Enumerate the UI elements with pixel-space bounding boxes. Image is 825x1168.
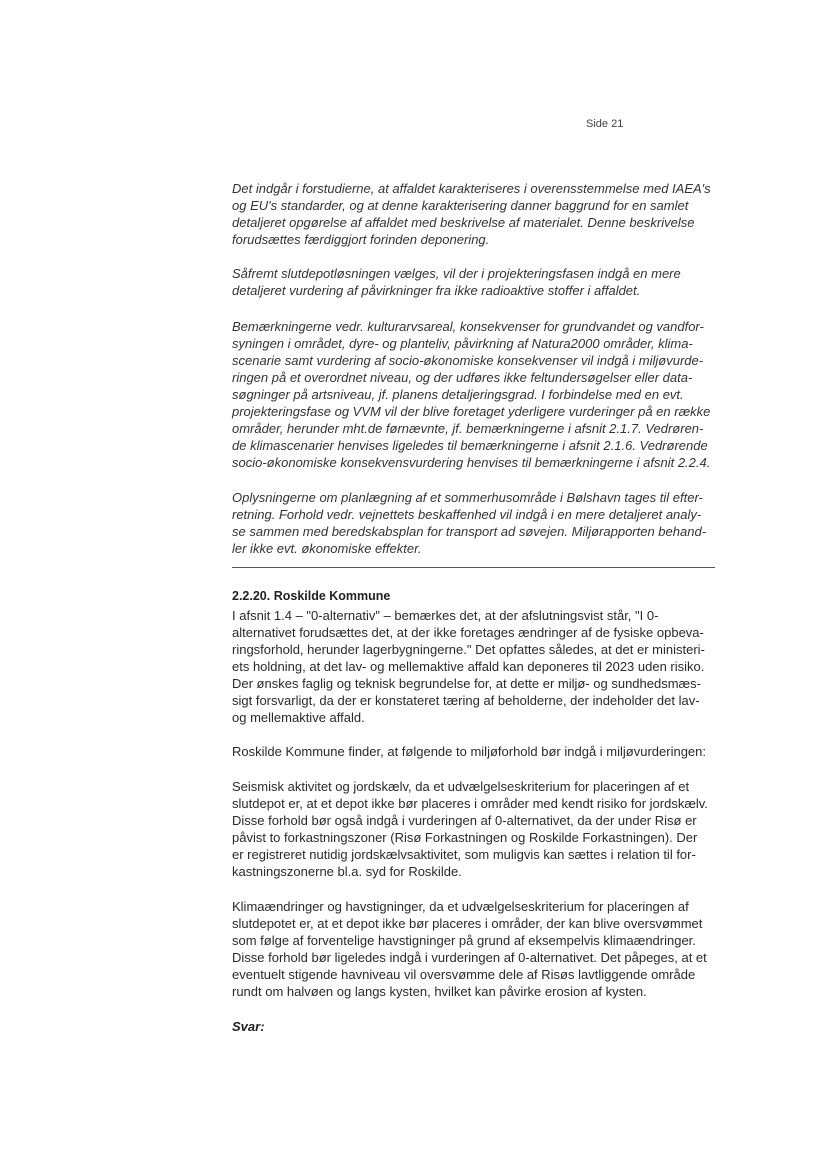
text-line: Disse forhold bør ligeledes indgå i vurderingen af 0-alternativet. Det påpeges, at et <box>232 950 707 965</box>
text-line: Der ønskes faglig og teknisk begrundelse for, at dette er miljø- og sundhedsmæs- <box>232 676 701 691</box>
text-line: alternativet forudsættes det, at der ikke foretages ændringer af de fysiske opbeva- <box>232 625 704 640</box>
text-line: detaljeret opgørelse af affaldet med beskrivelse af materialet. Denne beskrivelse <box>232 215 695 230</box>
horizontal-divider <box>232 567 715 568</box>
text-line: områder, herunder mht.de førnævnte, jf. bemærkningerne i afsnit 2.1.7. Vedrøren- <box>232 421 704 436</box>
text-line: ets holdning, at det lav- og mellemaktive affald kan deponeres til 2023 uden risiko. <box>232 659 705 674</box>
text-line: ler ikke evt. økonomiske effekter. <box>232 541 422 556</box>
text-line: detaljeret vurdering af påvirkninger fra ikke radioaktive stoffer i affaldet. <box>232 283 641 298</box>
text-line: ringsforhold, herunder lagerbygningerne." Det opfattes således, at det er ministeri- <box>232 642 705 657</box>
text-line: scenarie samt vurdering af socio-økonomiske konsekvenser vil indgå i miljøvurde- <box>232 353 704 368</box>
text-line: socio-økonomiske konsekvensvurdering henvises til bemærkningerne i afsnit 2.2.4. <box>232 455 711 470</box>
text-line: som følge af forventelige havstigninger på grund af eksempelvis klimaændringer. <box>232 933 696 948</box>
answer-label: Svar: <box>232 1019 265 1034</box>
text-line: påvist to forkastningszoner (Risø Forkastningen og Roskilde Forkastningen). Der <box>232 830 698 845</box>
text-line: se sammen med beredskabsplan for transport ad søvejen. Miljørapporten behand- <box>232 524 707 539</box>
text-line: søgninger på artsniveau, jf. planens detaljeringsgrad. I forbindelse med en evt. <box>232 387 684 402</box>
text-line: Bemærkningerne vedr. kulturarvsareal, konsekvenser for grundvandet og vandfor- <box>232 319 704 334</box>
text-line: Disse forhold bør også indgå i vurderingen af 0-alternativet, da der under Risø er <box>232 813 697 828</box>
text-line: sigt forsvarligt, da der er konstateret tæring af beholderne, der indeholder det lav- <box>232 693 700 708</box>
text-line: Klimaændringer og havstigninger, da et udvælgelseskriterium for placeringen af <box>232 899 689 914</box>
text-line: Såfremt slutdepotløsningen vælges, vil der i projekteringsfasen indgå en mere <box>232 266 681 281</box>
text-line: er registreret nutidig jordskælvsaktivitet, som muligvis kan sættes i relation til for- <box>232 847 696 862</box>
text-line: og mellemaktive affald. <box>232 710 365 725</box>
text-line: og EU's standarder, og at denne karakterisering danner baggrund for en samlet <box>232 198 689 213</box>
text-line: slutdepot er, at et depot ikke bør placeres i områder med kendt risiko for jordskælv. <box>232 796 708 811</box>
text-line: ringen på et overordnet niveau, og der udføres ikke feltundersøgelser eller data- <box>232 370 693 385</box>
page-number: Side 21 <box>586 118 624 130</box>
text-line: projekteringsfase og VVM vil der blive foretaget yderligere vurderinger på en række <box>232 404 711 419</box>
text-line: syningen i området, dyre- og planteliv, påvirkning af Natura2000 områder, klima- <box>232 336 693 351</box>
text-line: I afsnit 1.4 – "0-alternativ" – bemærkes det, at der afslutningsvist står, "I 0- <box>232 608 659 623</box>
text-line: eventuelt stigende havniveau vil oversvømme dele af Risøs lavtliggende område <box>232 967 696 982</box>
text-line: Oplysningerne om planlægning af et sommerhusområde i Bølshavn tages til efter- <box>232 490 703 505</box>
text-line: forudsættes færdiggjort forinden deponering. <box>232 232 490 247</box>
text-line: Det indgår i forstudierne, at affaldet karakteriseres i overensstemmelse med IAEA's <box>232 181 711 196</box>
text-line: Roskilde Kommune finder, at følgende to miljøforhold bør indgå i miljøvurderingen: <box>232 744 706 759</box>
section-heading: 2.2.20. Roskilde Kommune <box>232 589 391 603</box>
text-line: slutdepotet er, at et depot ikke bør placeres i områder, der kan blive oversvømmet <box>232 916 703 931</box>
text-line: de klimascenarier henvises ligeledes til bemærkningerne i afsnit 2.1.6. Vedrørende <box>232 438 708 453</box>
text-line: retning. Forhold vedr. vejnettets beskaffenhed vil indgå i en mere detaljeret analy- <box>232 507 702 522</box>
text-line: Seismisk aktivitet og jordskælv, da et udvælgelseskriterium for placeringen af et <box>232 779 690 794</box>
text-line: kastningszonerne bl.a. syd for Roskilde. <box>232 864 462 879</box>
text-line: rundt om halvøen og langs kysten, hvilket kan påvirke erosion af kysten. <box>232 984 647 999</box>
